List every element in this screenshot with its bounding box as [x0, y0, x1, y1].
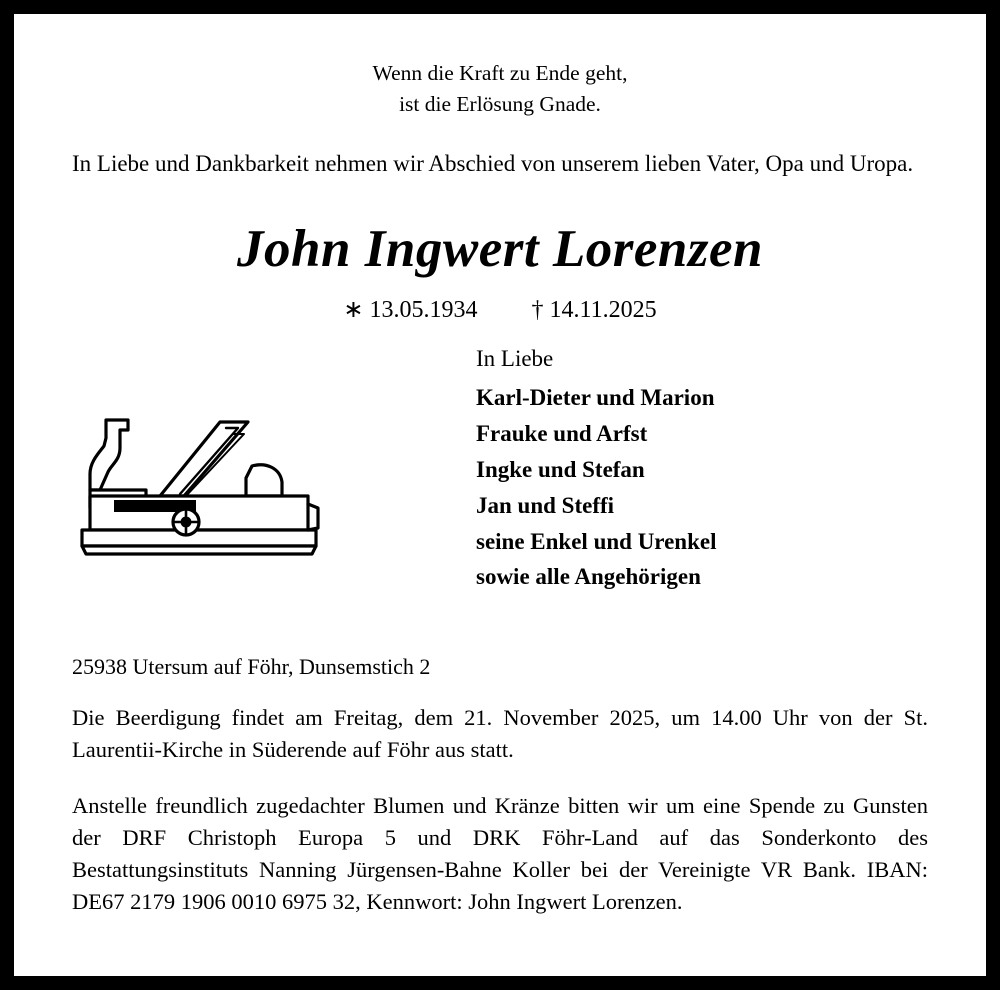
list-item: seine Enkel und Urenkel [476, 528, 717, 554]
donation-details: Anstelle freundlich zugedachter Blumen und Kränze bitten wir um eine Spende zu Gunsten der DRF Christoph Europa 5 und DRK Föhr-Land auf das Sonderkonto des Bestattungsinstituts Nanning Jürgensen-Bahne Koller bei der Vereinigte VR Bank. IBAN: DE67 2179 1906 0010 6975 32, Kennwort: John Ingwert Lorenzen. [72, 792, 928, 914]
list-item: Frauke und Arfst [476, 420, 648, 446]
life-dates [14, 295, 986, 324]
family-heading: In Liebe [476, 346, 554, 371]
birth-date: 13.05.1934 [369, 297, 478, 323]
epitaph [14, 14, 986, 120]
epitaph-line-1: Wenn die Kraft zu Ende geht, [372, 61, 628, 85]
epitaph-line-2: ist die Erlösung Gnade. [399, 92, 601, 117]
family-list-block [476, 346, 936, 595]
death-date: 14.11.2025 [549, 297, 657, 323]
middle-section [14, 346, 986, 636]
hand-plane-icon [76, 404, 336, 574]
list-item: sowie alle Angehörigen [476, 564, 701, 590]
list-item: Karl-Dieter und Marion [476, 385, 715, 410]
death-symbol: † [531, 297, 544, 323]
family-list [476, 380, 936, 595]
address-line: 25938 Utersum auf Föhr, Dunsemstich 2 [72, 654, 431, 679]
birth-symbol: ∗ [343, 297, 364, 323]
list-item: Jan und Steffi [476, 492, 615, 518]
funeral-details: Die Beerdigung findet am Freitag, dem 21. November 2025, um 14.00 Uhr von der St. Laurentii-Kirche in Süderende auf Föhr aus statt. [72, 705, 928, 762]
deceased-name: John Ingwert Lorenzen [237, 220, 763, 278]
obituary-notice [14, 14, 986, 976]
intro-text: In Liebe und Dankbarkeit nehmen wir Abschied von unserem lieben Vater, Opa und Uropa. [72, 151, 914, 177]
list-item: Ingke und Stefan [476, 456, 645, 482]
